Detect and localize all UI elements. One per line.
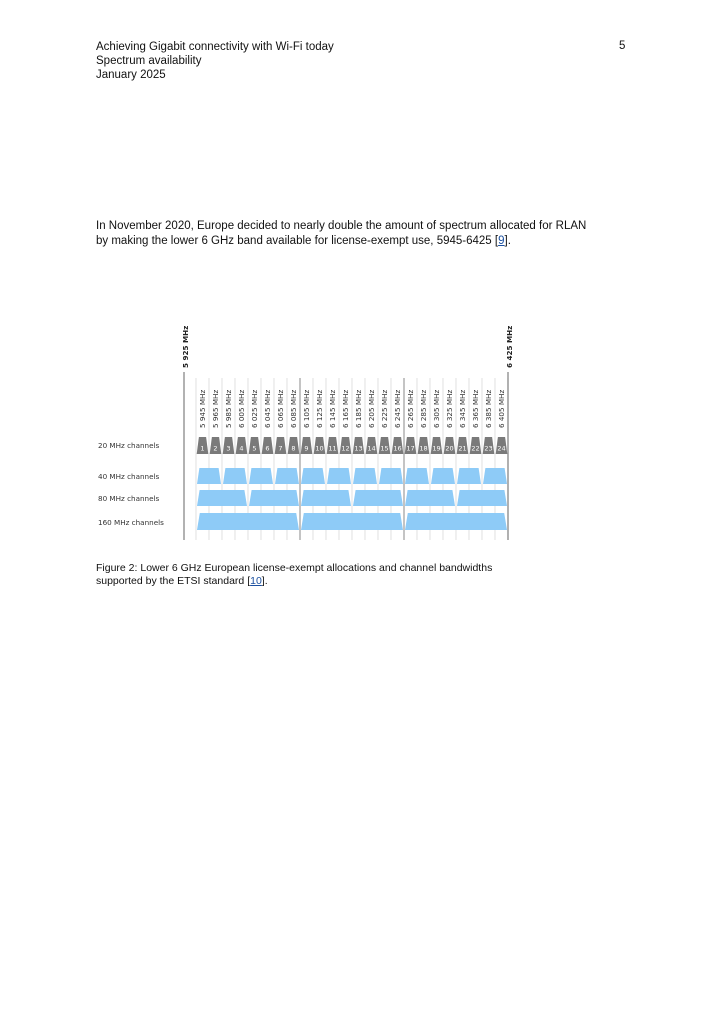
reference-link-9[interactable]: 9 [498, 234, 505, 247]
channel-40mhz [275, 468, 299, 484]
channel-number: 10 [315, 444, 324, 453]
channel-40mhz [301, 468, 325, 484]
caption-ref-close: ]. [261, 575, 268, 587]
channel-40mhz [431, 468, 455, 484]
frequency-label: 6 005 MHz [237, 389, 246, 428]
frequency-label: 5 985 MHz [224, 389, 233, 428]
channel-number: 19 [432, 444, 441, 453]
reference-link-10[interactable]: 10 [250, 575, 262, 587]
frequency-label: 6 345 MHz [458, 389, 467, 428]
band-end-label: 6 425 MHz [505, 325, 514, 368]
paragraph-text: In November 2020, Europe decided to nearly double the amount of spectrum allocated for RLAN by making the lower 6 GHz band available for license-exempt use, 5945-6425 [96, 220, 587, 247]
band-start-label: 5 925 MHz [181, 325, 190, 368]
channel-40mhz [327, 468, 351, 484]
frequency-label: 6 305 MHz [432, 389, 441, 428]
row-label-40mhz: 40 MHz channels [98, 472, 160, 481]
channel-number: 20 [445, 444, 454, 453]
frequency-label: 6 085 MHz [289, 389, 298, 428]
channel-number: 24 [497, 444, 506, 453]
row-label-160mhz: 160 MHz channels [98, 518, 164, 527]
figure-caption [96, 562, 516, 588]
frequency-label: 6 045 MHz [263, 389, 272, 428]
channel-40mhz [379, 468, 403, 484]
frequency-label: 6 245 MHz [393, 389, 402, 428]
row-label-20mhz: 20 MHz channels [98, 441, 160, 450]
channel-40mhz [249, 468, 273, 484]
channel-40mhz [405, 468, 429, 484]
channel-number: 14 [367, 444, 376, 453]
channel-number: 4 [239, 444, 244, 453]
frequency-label: 6 145 MHz [328, 389, 337, 428]
frequency-label: 6 405 MHz [497, 389, 506, 428]
channel-number: 18 [419, 444, 428, 453]
header-title: Achieving Gigabit connectivity with Wi-Fi today [96, 41, 334, 53]
channel-number: 5 [252, 444, 257, 453]
channel-number: 2 [213, 444, 218, 453]
channel-number: 16 [393, 444, 402, 453]
channel-number: 23 [484, 444, 493, 453]
channel-number: 22 [471, 444, 480, 453]
channel-number: 7 [278, 444, 283, 453]
frequency-label: 6 265 MHz [406, 389, 415, 428]
channel-number: 11 [328, 444, 337, 453]
channel-80mhz [249, 490, 299, 506]
frequency-label: 6 025 MHz [250, 389, 259, 428]
header-date: January 2025 [96, 69, 166, 81]
frequency-label: 6 365 MHz [471, 389, 480, 428]
channel-160mhz [197, 513, 299, 530]
channel-number: 6 [265, 444, 270, 453]
channel-80mhz [405, 490, 455, 506]
frequency-label: 6 325 MHz [445, 389, 454, 428]
page-number: 5 [619, 40, 626, 52]
channel-number: 15 [380, 444, 389, 453]
frequency-label: 6 105 MHz [302, 389, 311, 428]
channel-number: 1 [200, 444, 205, 453]
channel-80mhz [457, 490, 507, 506]
reference-close: ]. [504, 234, 511, 247]
frequency-label: 6 065 MHz [276, 389, 285, 428]
channel-160mhz [405, 513, 507, 530]
channel-number: 9 [304, 444, 309, 453]
frequency-label: 6 125 MHz [315, 389, 324, 428]
frequency-label: 6 385 MHz [484, 389, 493, 428]
channel-number: 3 [226, 444, 231, 453]
row-label-80mhz: 80 MHz channels [98, 494, 160, 503]
frequency-label: 6 185 MHz [354, 389, 363, 428]
frequency-label: 5 945 MHz [198, 389, 207, 428]
channel-40mhz [457, 468, 481, 484]
frequency-label: 6 225 MHz [380, 389, 389, 428]
channel-number: 13 [354, 444, 363, 453]
channel-number: 8 [291, 444, 296, 453]
channel-40mhz [353, 468, 377, 484]
channel-number: 17 [406, 444, 415, 453]
channel-80mhz [353, 490, 403, 506]
channel-number: 12 [341, 444, 350, 453]
channel-40mhz [197, 468, 221, 484]
channel-40mhz [223, 468, 247, 484]
channel-80mhz [301, 490, 351, 506]
frequency-label: 6 285 MHz [419, 389, 428, 428]
frequency-label: 6 205 MHz [367, 389, 376, 428]
channel-number: 21 [458, 444, 467, 453]
frequency-label: 6 165 MHz [341, 389, 350, 428]
caption-text: Figure 2: Lower 6 GHz European license-exempt allocations and channel bandwidths supported by the ETSI standard [96, 562, 493, 587]
channel-80mhz [197, 490, 247, 506]
header-section: Spectrum availability [96, 55, 202, 67]
channel-160mhz [301, 513, 403, 530]
channel-40mhz [483, 468, 507, 484]
frequency-label: 5 965 MHz [211, 389, 220, 428]
caption-ref-open: [ [247, 575, 251, 587]
reference-open: [ [494, 234, 499, 247]
